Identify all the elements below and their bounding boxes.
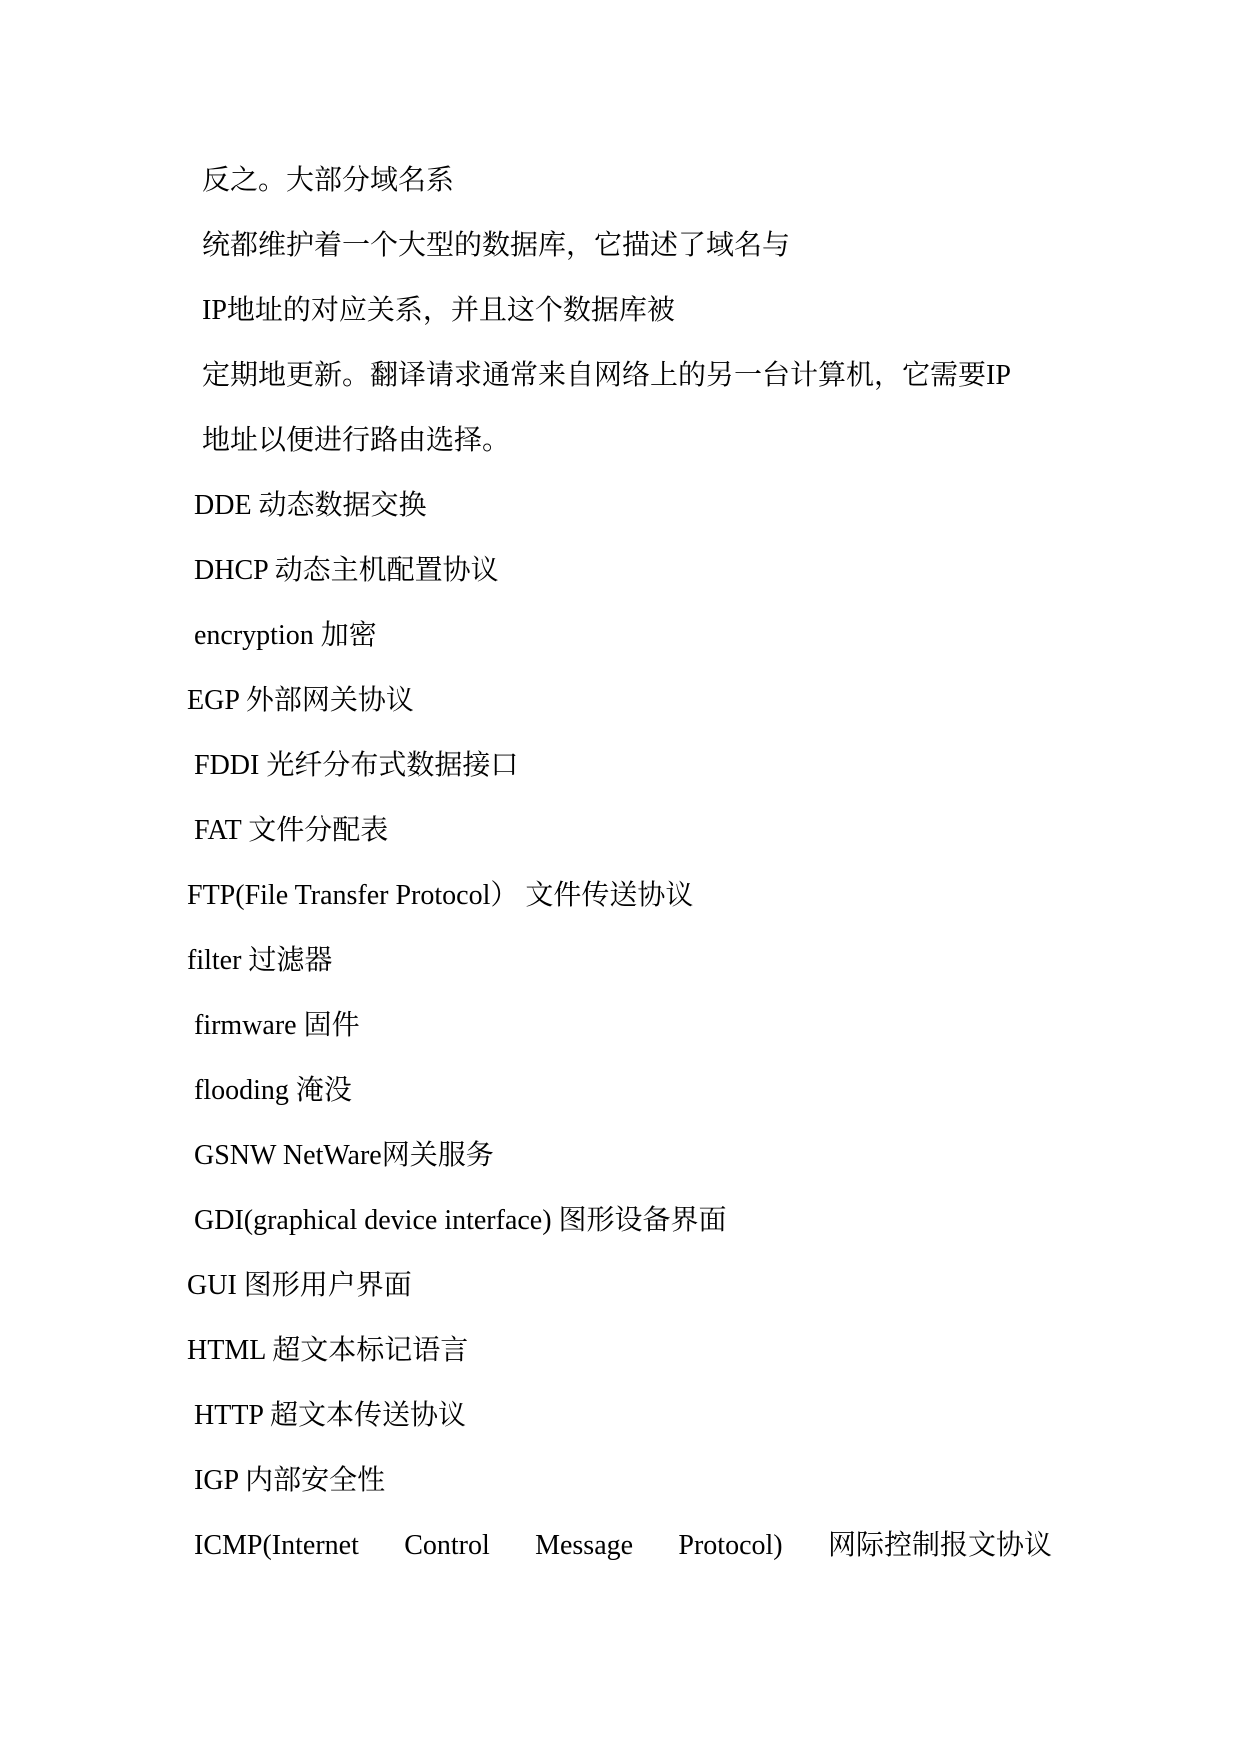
term-encryption: encryption 加密 — [194, 620, 377, 651]
term-gsnw: GSNW NetWare网关服务 — [194, 1140, 494, 1171]
term-filter: filter 过滤器 — [187, 945, 333, 976]
term-firmware: firmware 固件 — [194, 1010, 360, 1041]
term-gui: GUI 图形用户界面 — [187, 1270, 412, 1301]
term-icmp-word-5: 网际控制报文协议 — [827, 1530, 1052, 1561]
term-gdi: GDI(graphical device interface) 图形设备界面 — [194, 1205, 727, 1236]
paragraph-line-1: 反之。大部分域名系 — [202, 165, 455, 196]
paragraph-line-2: 统都维护着一个大型的数据库，它描述了域名与 — [202, 230, 791, 261]
term-ftp: FTP(File Transfer Protocol） 文件传送协议 — [187, 880, 694, 911]
term-fat: FAT 文件分配表 — [194, 815, 389, 846]
term-icmp — [194, 1526, 1052, 1566]
term-icmp-word-2: Control — [404, 1530, 490, 1561]
term-icmp-word-3: Message — [535, 1530, 634, 1561]
term-http: HTTP 超文本传送协议 — [194, 1400, 466, 1431]
term-dde: DDE 动态数据交换 — [194, 490, 427, 521]
paragraph-line-4: 定期地更新。翻译请求通常来自网络上的另一台计算机，它需要IP — [202, 360, 1011, 391]
term-html: HTML 超文本标记语言 — [187, 1335, 469, 1366]
term-dhcp: DHCP 动态主机配置协议 — [194, 555, 499, 586]
term-fddi: FDDI 光纤分布式数据接口 — [194, 750, 519, 781]
term-igp: IGP 内部安全性 — [194, 1465, 386, 1496]
term-egp: EGP 外部网关协议 — [187, 685, 414, 716]
term-flooding: flooding 淹没 — [194, 1075, 352, 1106]
paragraph-line-5: 地址以便进行路由选择。 — [202, 425, 511, 456]
paragraph-line-3: IP地址的对应关系，并且这个数据库被 — [202, 295, 675, 326]
term-icmp-word-1: ICMP(Internet — [194, 1530, 359, 1561]
term-icmp-word-4: Protocol) — [678, 1530, 783, 1561]
